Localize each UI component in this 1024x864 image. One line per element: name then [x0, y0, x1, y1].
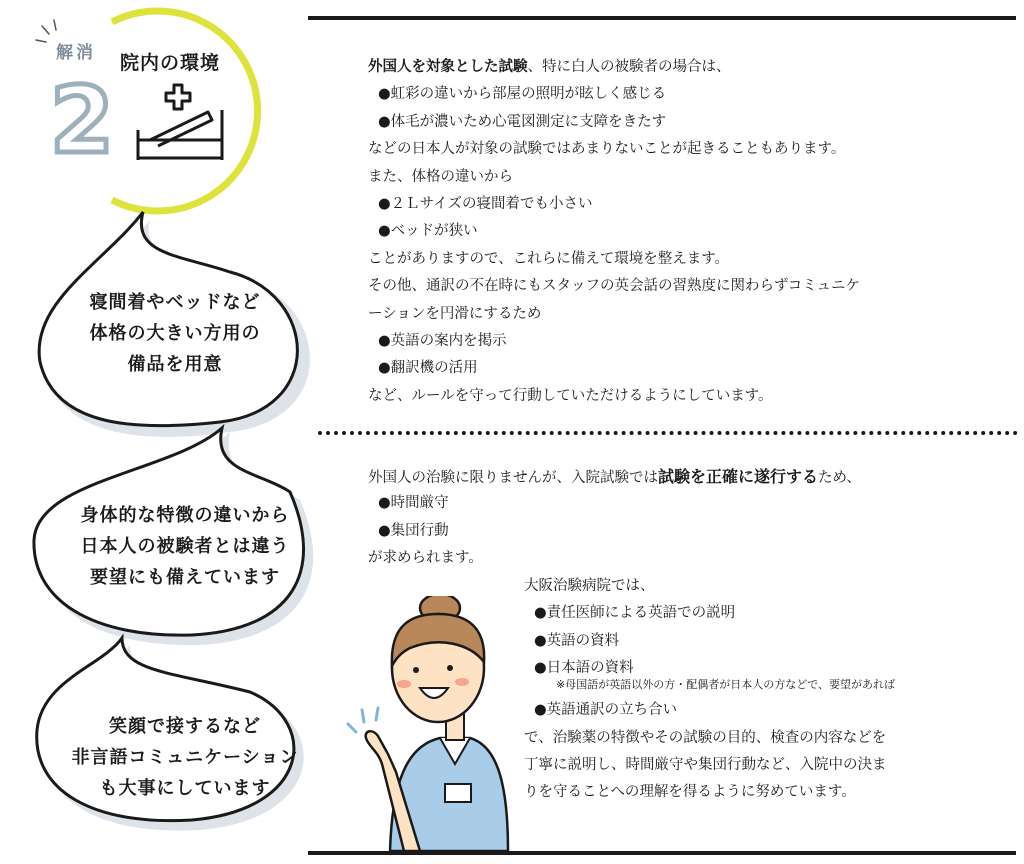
footnote: ※母国語が英語以外の方・配偶者が日本人の方などで、要望があれば [556, 678, 895, 692]
bullet-item: ●ベッドが狭い [378, 223, 478, 240]
bullet-item: ●虹彩の違いから部屋の照明が眩しく感じる [378, 86, 667, 103]
bubble-1-line: 備品を用意 [127, 354, 223, 375]
nurse-illustration [330, 596, 520, 854]
bullet-item: ●日本語の資料 [534, 660, 634, 677]
bubble-1-line: 寝間着やベッドなど [89, 292, 261, 313]
closing-line: で、治験薬の特徴やその試験の目的、検査の内容などを [524, 729, 887, 746]
bullet-item: ●集団行動 [378, 522, 449, 539]
closing-line: 丁寧に説明し、時間厳守や集団行動など、入院中の決ま [524, 756, 887, 773]
bubble-2-line: 要望にも備えています [90, 567, 280, 588]
bubble-1 [60, 287, 290, 380]
intro-post: ため、 [818, 470, 861, 486]
dotted-divider [318, 431, 1018, 435]
bullet-item: ●翻訳機の活用 [378, 360, 478, 377]
cheek-left [397, 680, 411, 688]
intro-bold: 外国人を対象とした試験 [368, 59, 528, 75]
bubble-1-line: 体格の大きい方用の [89, 323, 261, 344]
intro-bold: 試験を正確に遂行する [658, 467, 819, 486]
body-line: などの日本人が対象の試験ではあまりないことが起きることもあります。 [368, 141, 846, 158]
body-line: ことがありますので、これらに備えて環境を整えます。 [368, 250, 730, 267]
bullet-item: ●時間厳守 [378, 495, 449, 512]
hospital-line: 大阪治験病院では、 [524, 578, 655, 594]
section-2-intro [368, 463, 861, 490]
bubble-3-line: も大事にしています [99, 778, 271, 799]
bullet-item: ●英語通訳の立ち合い [534, 702, 678, 719]
body-line: など、ルールを守って行動していただけるようにしています。 [368, 387, 773, 404]
hospital-text [524, 573, 895, 807]
bullet-item: ●責任医師による英語での説明 [534, 605, 736, 622]
sparkle-lines [348, 708, 378, 732]
intro-pre: 外国人の治験に限りませんが、入院試験では [368, 470, 658, 486]
cheek-right [455, 678, 469, 686]
section-title: 院内の環境 [120, 52, 221, 74]
top-rule [308, 16, 1016, 20]
closing-line: りを守ることへの理解を得るように努めています。 [524, 784, 856, 801]
bubble-2-line: 身体的な特徴の違いから [80, 505, 290, 526]
bullet-item: ●２Ｌサイズの寝間着でも小さい [378, 195, 593, 212]
accent-ring [112, 11, 258, 211]
bullet-item: ●英語の資料 [534, 632, 620, 649]
eye-left [413, 667, 419, 673]
bubble-2 [45, 500, 325, 593]
bubble-3-line: 非言語コミュニケーション [71, 747, 299, 768]
header-graphic [0, 0, 310, 215]
bed-cross-icon [138, 85, 222, 160]
section-1-text [368, 54, 860, 410]
body-line: その他、通訳の不在時にもスタッフの英会話の習熟度に関わらずコミュニケ [368, 278, 860, 295]
kaisho-label: 解消 [56, 43, 96, 63]
body-line: ーションを円滑にするため [368, 305, 542, 322]
intro-rest: 、特に白人の被験者の場合は、 [527, 59, 731, 75]
section-1-intro [368, 54, 860, 81]
bubble-3 [40, 711, 330, 804]
section-2-text [368, 463, 861, 573]
eye-right [447, 665, 453, 671]
bullet-item: ●体毛が濃いため心電図測定に支障をきたす [378, 113, 667, 130]
bullet-item: ●英語の案内を掲示 [378, 332, 507, 349]
spark-lines [36, 20, 56, 42]
bubble-3-line: 笑顔で接するなど [109, 716, 261, 737]
name-badge [445, 784, 471, 802]
body-line: が求められます。 [368, 550, 483, 567]
body-line: また、体格の違いから [368, 168, 513, 185]
bubble-2-line: 日本人の被験者とは違う [80, 536, 290, 557]
number-two: 2 [50, 67, 115, 174]
